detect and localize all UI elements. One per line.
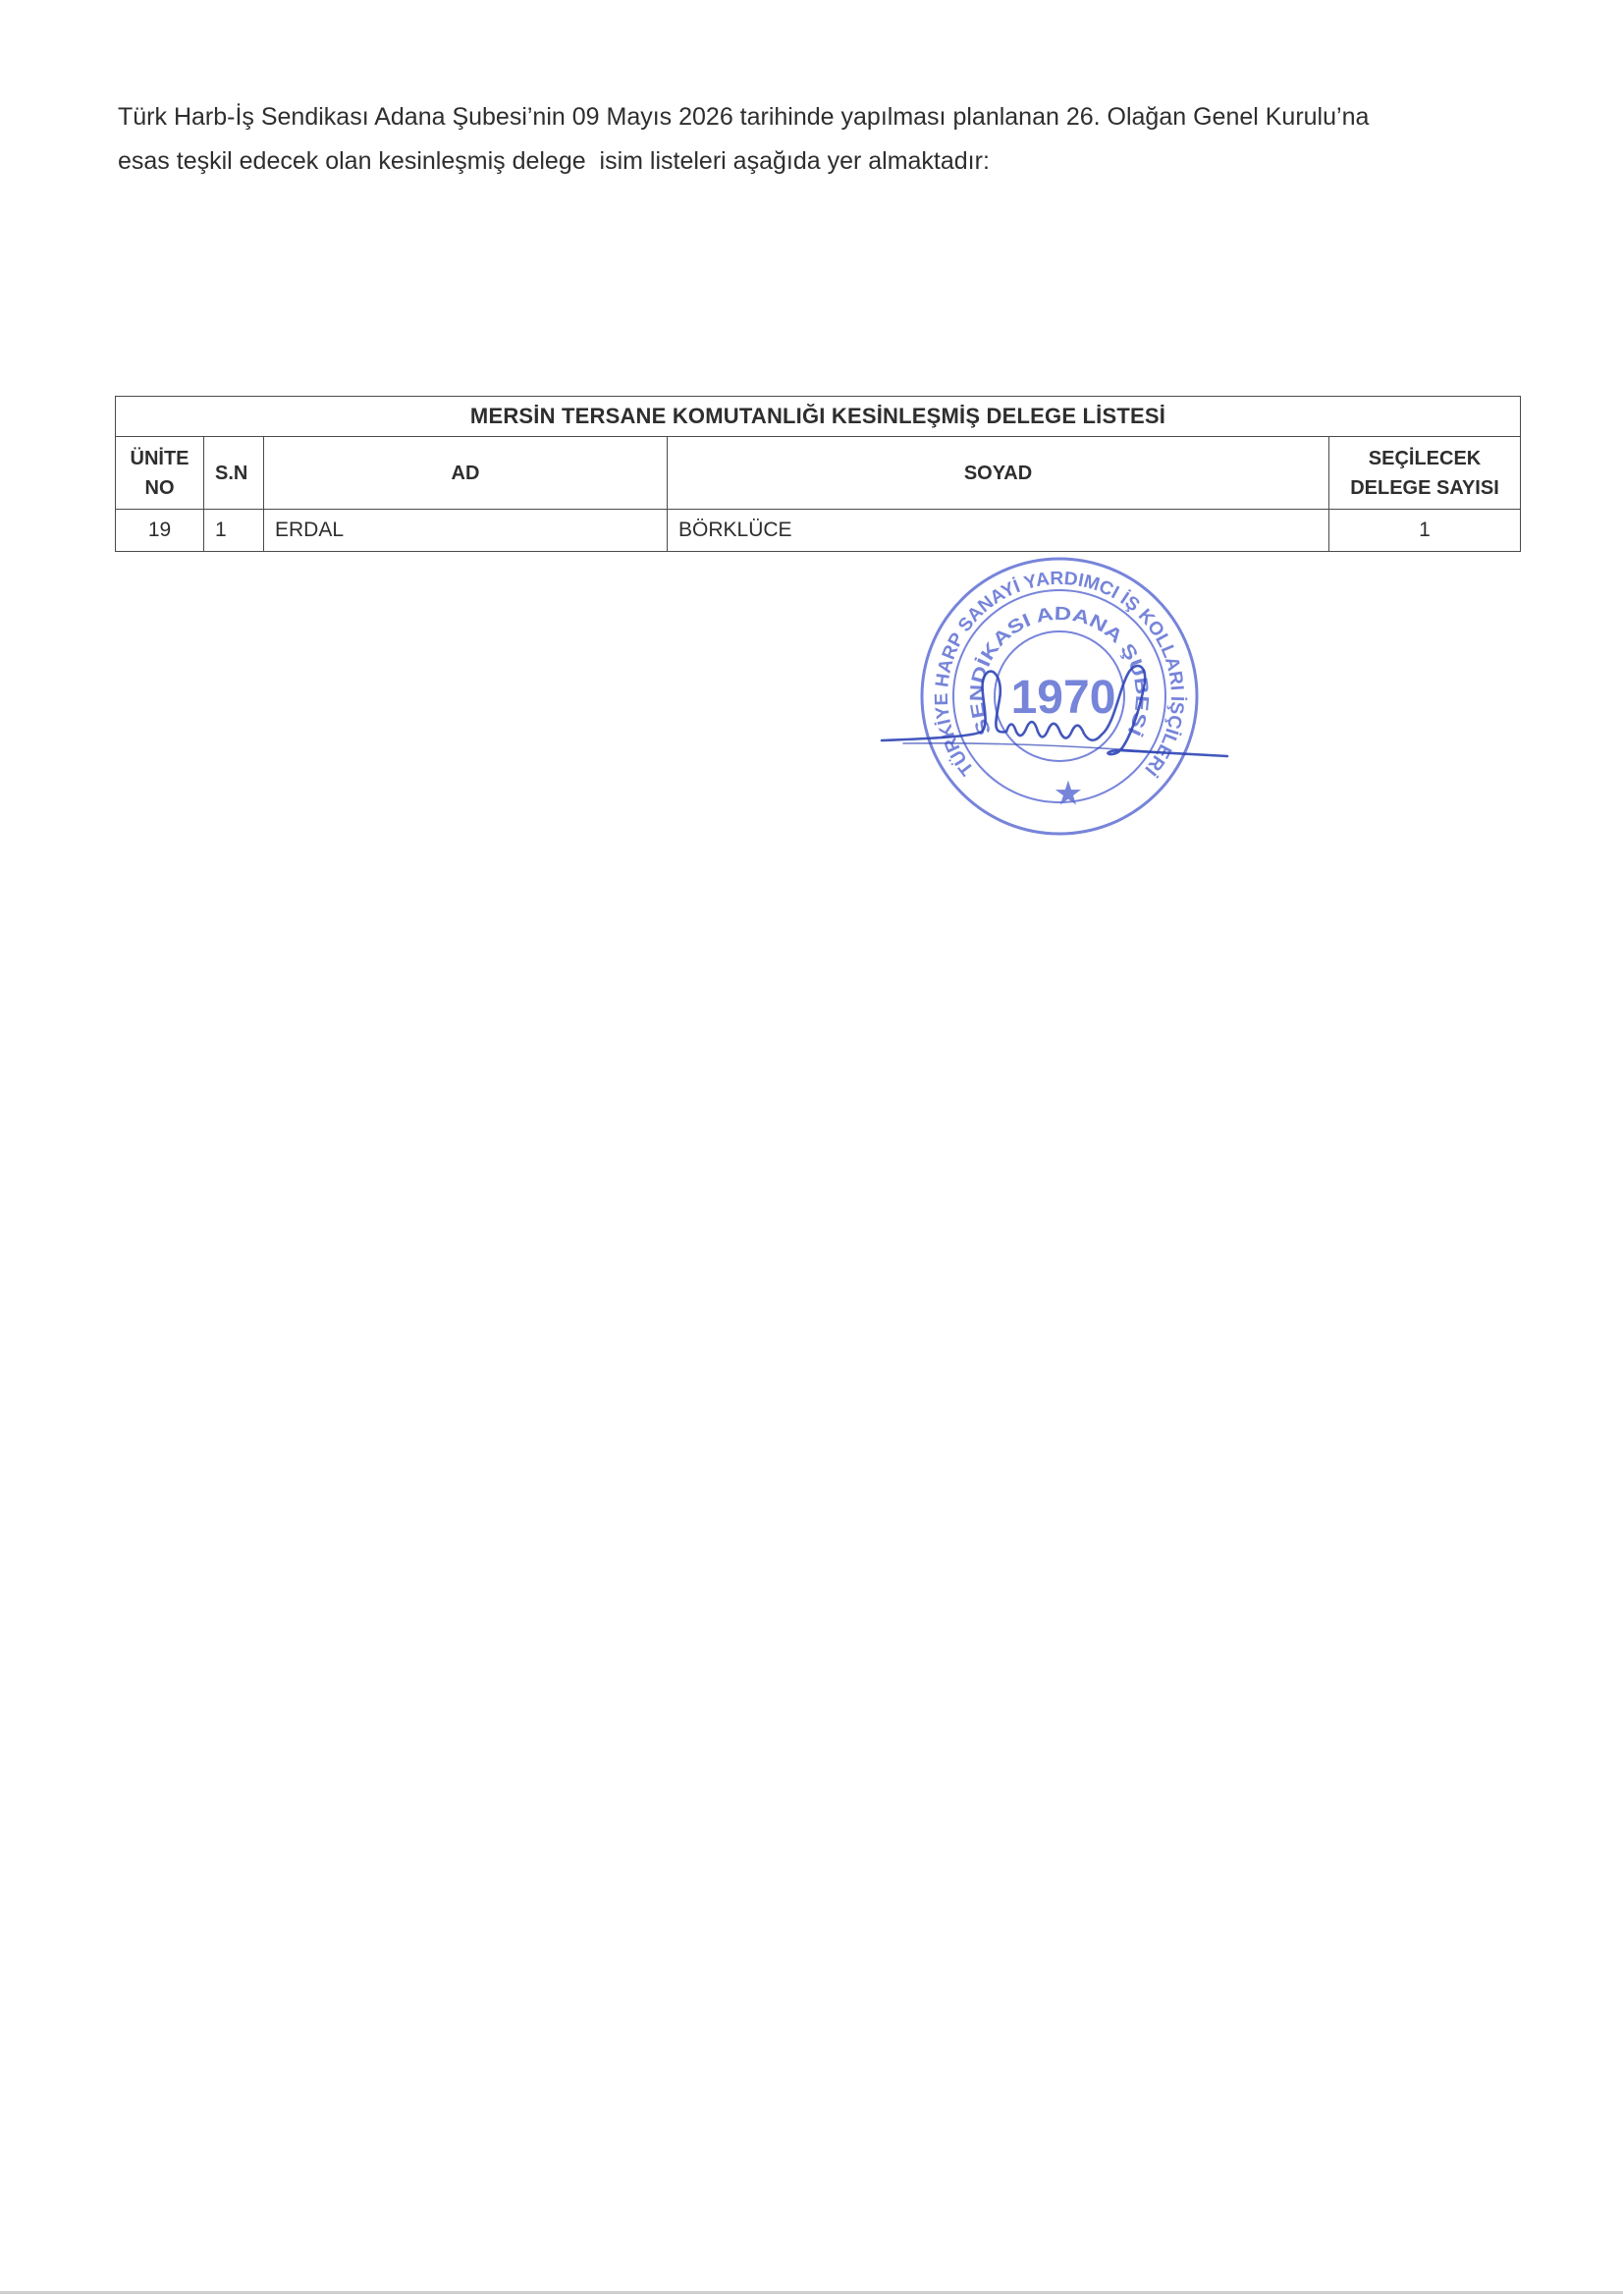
- intro-paragraph: [118, 95, 1532, 184]
- stamp-inner-text-path: SENDİKASI ADANA ŞUBESİ: [966, 603, 1153, 738]
- header-unit-no-line-2: NO: [144, 476, 175, 499]
- header-unit-no: [116, 437, 204, 510]
- delegate-list: [115, 396, 1520, 552]
- stamp-year: 1970: [1010, 672, 1116, 724]
- scan-edge: [0, 2291, 1623, 2294]
- intro-line-1: Türk Harb-İş Sendikası Adana Şubesi’nin 09 Mayıs 2026 tarihinde yapılması planlanan 26. Olağan Genel Kurulu’na: [118, 103, 1370, 131]
- table-title-row: [116, 397, 1521, 437]
- header-delegate-count-line-2: DELEGE SAYISI: [1350, 476, 1499, 499]
- stamp-seal: [922, 559, 1197, 834]
- header-unit-no-line-1: ÜNİTE: [130, 447, 189, 469]
- cell-ad: ERDAL: [264, 510, 668, 552]
- intro-line-2: esas teşkil edecek olan kesinleşmiş delege isim listeleri aşağıda yer almaktadır:: [118, 147, 990, 175]
- header-ad: AD: [264, 437, 668, 510]
- cell-sn: 1: [204, 510, 264, 552]
- table-title: MERSİN TERSANE KOMUTANLIĞI KESİNLEŞMİŞ DELEGE LİSTESİ: [116, 397, 1521, 437]
- header-delegate-count-line-1: SEÇİLECEK: [1368, 447, 1482, 469]
- table-row: [116, 510, 1521, 552]
- cell-delegate-count: 1: [1329, 510, 1521, 552]
- union-stamp: [864, 550, 1257, 845]
- cell-unit-no: 19: [116, 510, 204, 552]
- stamp-outer-text-path: TÜRKİYE HARP SANAYİ YARDIMCI İŞ KOLLARI İŞÇİLERİ: [931, 568, 1188, 780]
- header-sn: S.N: [204, 437, 264, 510]
- star-icon: ★: [1055, 778, 1082, 810]
- header-soyad: SOYAD: [668, 437, 1329, 510]
- table-header-row: [116, 437, 1521, 510]
- delegate-table: [115, 396, 1521, 552]
- header-delegate-count: [1329, 437, 1521, 510]
- cell-soyad: BÖRKLÜCE: [668, 510, 1329, 552]
